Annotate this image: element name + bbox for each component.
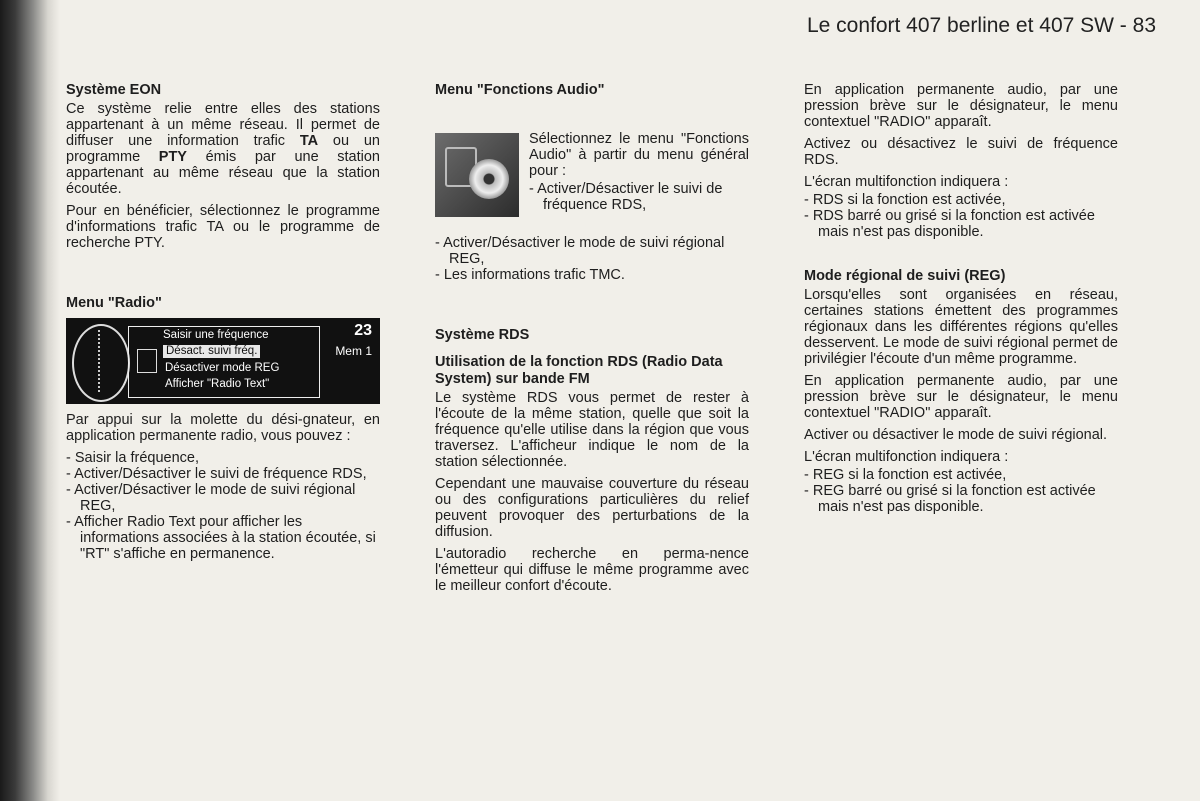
section-title-rds: Système RDS [435, 327, 530, 343]
book-spine-shadow [0, 0, 60, 801]
list-item: - Activer/Désactiver le mode de suivi régional REG, [435, 235, 749, 267]
eon-paragraph-2: Pour en bénéficier, sélectionnez le programme d'informations trafic TA ou le programme de recherche PTY. [66, 203, 380, 251]
list-item: - Afficher Radio Text pour afficher les informations associées à la station écoutée, si "RT" s'affiche en permanence. [66, 514, 380, 562]
column-right [804, 82, 1118, 521]
audio-menu-block [435, 101, 749, 213]
list-item: - RDS barré ou grisé si la fonction est activée mais n'est pas disponible. [804, 208, 1118, 240]
radio-menu-screen-illustration [66, 318, 380, 404]
screen-menu-line-selected: Désact. suivi fréq. [163, 345, 260, 358]
col3-paragraph-2: Activez ou désactivez le suivi de fréquence RDS. [804, 136, 1118, 168]
section-title-radio-menu: Menu "Radio" [66, 295, 162, 311]
page-header: Le confort 407 berline et 407 SW - 83 [806, 14, 1156, 37]
audio-intro: Sélectionnez le menu "Fonctions Audio" à partir du menu général pour : [529, 131, 749, 179]
list-item: - REG barré ou grisé si la fonction est activée mais n'est pas disponible. [804, 483, 1118, 515]
rds-paragraph-3: L'autoradio recherche en perma-nence l'émetteur qui diffuse le même programme avec le meilleur confort d'écoute. [435, 546, 749, 594]
section-title-eon: Système EON [66, 82, 162, 98]
reg-paragraph-4: L'écran multifonction indiquera : [804, 449, 1009, 465]
list-item: - REG si la fonction est activée, [804, 467, 1118, 483]
col3-paragraph-1: En application permanente audio, par une pression brève sur le désignateur, le menu contextuel "RADIO" apparaît. [804, 82, 1118, 130]
reg-paragraph-1: Lorsqu'elles sont organisées en réseau, certaines stations émettent des programmes régionaux dans les différentes régions qu'elles desservent. Le mode de suivi régional permet de privilégier l'écoute d'un même programme. [804, 287, 1118, 367]
list-item: - Saisir la fréquence, [66, 450, 380, 466]
list-item: - Activer/Désactiver le suivi de fréquence RDS, [66, 466, 380, 482]
list-item: - Activer/Désactiver le mode de suivi régional REG, [66, 482, 380, 514]
screen-menu-line: Désactiver mode REG [165, 362, 280, 374]
radio-options-list [66, 450, 380, 562]
screen-temperature: 23 [354, 322, 372, 339]
audio-options-list [435, 235, 749, 283]
dial-graphic [72, 324, 130, 402]
rds-paragraph-1: Le système RDS vous permet de rester à l'écoute de la même station, quelle que soit la fréquence qu'elle utilise dans la région que vous traversez. L'afficheur indique le nom de la station sélectionnée. [435, 390, 749, 470]
list-item: - RDS si la fonction est activée, [804, 192, 1118, 208]
subsection-title-rds: Utilisation de la fonction RDS (Radio Data System) sur bande FM [435, 354, 723, 387]
screen-memory-label: Mem 1 [335, 344, 372, 358]
section-title-audio-menu: Menu "Fonctions Audio" [435, 82, 605, 98]
rds-status-list [804, 192, 1118, 240]
radio-paragraph: Par appui sur la molette du dési-gnateur, en application permanente radio, vous pouvez : [66, 412, 380, 444]
screen-menu-line: Saisir une fréquence [163, 329, 269, 341]
eon-paragraph-1: Ce système relie entre elles des stations appartenant à un même réseau. Il permet de diffuser une information trafic TA ou un programme PTY émis par une station appartenant au même réseau que la station écoutée. [66, 101, 380, 197]
radio-icon [137, 349, 157, 373]
reg-paragraph-3: Activer ou désactiver le mode de suivi régional. [804, 427, 1108, 443]
column-middle [435, 82, 749, 600]
col3-paragraph-3: L'écran multifonction indiquera : [804, 174, 1009, 190]
list-item: - Les informations trafic TMC. [435, 267, 749, 283]
screen-menu-line: Afficher "Radio Text" [165, 378, 270, 390]
reg-status-list [804, 467, 1118, 515]
list-item: - Activer/Désactiver le suivi de fréquence RDS, [529, 181, 749, 213]
audio-functions-icon [435, 133, 519, 217]
reg-paragraph-2: En application permanente audio, par une pression brève sur le désignateur, le menu contextuel "RADIO" apparaît. [804, 373, 1118, 421]
section-title-reg: Mode régional de suivi (REG) [804, 268, 1006, 284]
rds-paragraph-2: Cependant une mauvaise couverture du réseau ou des configurations particulières du relief peuvent provoquer des perturbations de la diffusion. [435, 476, 749, 540]
column-left [66, 82, 380, 568]
context-menu-box [128, 326, 320, 398]
